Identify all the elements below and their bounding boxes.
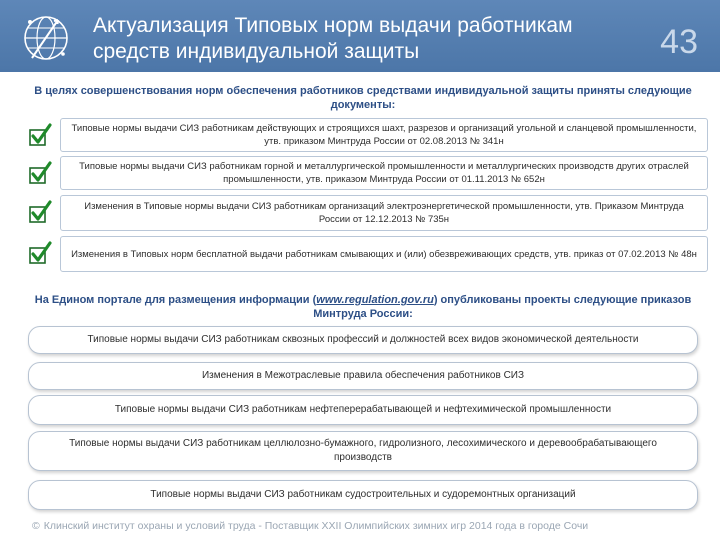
- portal-heading-prefix: На Едином портале для размещения информации (: [34, 294, 317, 306]
- draft-order-item: Типовые нормы выдачи СИЗ работникам нефтеперерабатывающей и нефтехимической промышленности: [28, 395, 698, 425]
- document-text: Типовые нормы выдачи СИЗ работникам горной и металлургической промышленности и металлургических производств других отраслей промышленности, утв. приказом Минтруда России от 01.11.2013 № 652н: [60, 156, 708, 190]
- document-text: Типовые нормы выдачи СИЗ работникам действующих и строящихся шахт, разрезов и организаций угольной и сланцевой промышленности, утв. приказом Минтруда России от 02.08.2013 № 341н: [60, 118, 708, 152]
- draft-order-item: Типовые нормы выдачи СИЗ работникам целлюлозно-бумажного, гидролизного, лесохимического и деревообрабатывающего производств: [28, 431, 698, 471]
- page-title: Актуализация Типовых норм выдачи работникам средств индивидуальной защиты: [93, 14, 573, 63]
- checkmark-icon: [28, 240, 54, 266]
- document-item: [28, 118, 708, 152]
- slide-number: 43: [660, 23, 698, 61]
- header-bar: [0, 0, 720, 72]
- institute-logo-icon: [18, 10, 74, 66]
- document-item: [28, 195, 708, 231]
- document-text: Изменения в Типовые нормы выдачи СИЗ работникам организаций электроэнергетической промышленности, утв. Приказом Минтруда России от 12.12.2013 № 735н: [60, 195, 708, 231]
- document-item: [28, 156, 708, 190]
- footer-note: [32, 519, 588, 533]
- checkmark-icon: [28, 160, 54, 186]
- portal-heading: [28, 293, 698, 321]
- draft-order-item: Типовые нормы выдачи СИЗ работникам судостроительных и судоремонтных организаций: [28, 480, 698, 510]
- copyright-icon: ©: [32, 520, 40, 532]
- document-text: Изменения в Типовых норм бесплатной выдачи работникам смывающих и (или) обезвреживающих средств, утв. приказ от 07.02.2013 № 48н: [60, 236, 708, 272]
- draft-order-item: Изменения в Межотраслевые правила обеспечения работников СИЗ: [28, 362, 698, 390]
- intro-heading: В целях совершенствования норм обеспечения работников средствами индивидуальной защиты приняты следующие документы:: [34, 85, 692, 111]
- footer-text: Клинский институт охраны и условий труда - Поставщик XXII Олимпийских зимних игр 2014 года в городе Сочи: [43, 520, 589, 532]
- checkmark-icon: [28, 199, 54, 225]
- regulation-portal-link[interactable]: www.regulation.gov.ru: [316, 294, 434, 306]
- document-item: [28, 236, 708, 272]
- checkmark-icon: [28, 122, 54, 148]
- portal-heading-suffix: ) опубликованы проекты следующие приказов Минтруда России:: [313, 294, 692, 320]
- draft-order-item: Типовые нормы выдачи СИЗ работникам сквозных профессий и должностей всех видов экономической деятельности: [28, 326, 698, 354]
